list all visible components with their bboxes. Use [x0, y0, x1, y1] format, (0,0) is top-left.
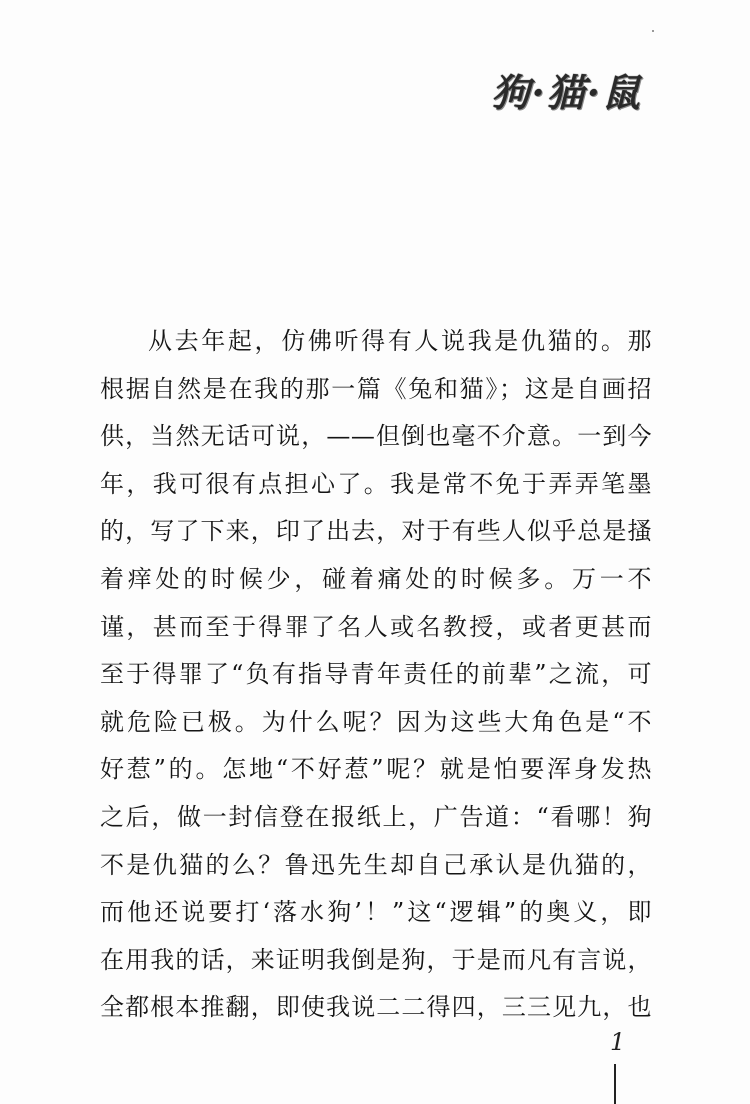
text-line: 之后，做一封信登在报纸上，广告道：“看哪！狗 [100, 802, 652, 831]
text-line: 根据自然是在我的那一篇《兔和猫》；这是自画招 [100, 374, 652, 403]
text-line: 着痒处的时候少，碰着痛处的时候多。万一不 [100, 564, 652, 593]
text-line: 谨，甚而至于得罪了名人或名教授，或者更甚而 [100, 612, 652, 641]
text-line: 在用我的话，来证明我倒是狗，于是而凡有言说， [100, 945, 652, 974]
text-line: 全都根本推翻，即使我说二二得四，三三见九，也 [100, 993, 652, 1022]
margin-rule [614, 1064, 616, 1104]
text-line: 的，写了下来，印了出去，对于有些人似乎总是搔 [100, 517, 652, 546]
text-line: 供，当然无话可说，——但倒也毫不介意。一到今 [100, 422, 652, 451]
text-line: 从去年起，仿佛听得有人说我是仇猫的。那 [148, 327, 652, 355]
page-speck [652, 30, 654, 32]
text-line: 好惹”的。怎地“不好惹”呢？就是怕要浑身发热 [100, 755, 652, 784]
body-text [100, 318, 652, 1032]
text-line: 而他还说要打‘落水狗’！”这“逻辑”的奥义，即 [100, 898, 652, 927]
text-line: 就危险已极。为什么呢？因为这些大角色是“不 [100, 707, 652, 736]
text-line: 不是仇猫的么？鲁迅先生却自己承认是仇猫的， [100, 850, 652, 879]
text-line: 至于得罪了“负有指导青年责任的前辈”之流，可 [100, 660, 652, 689]
text-line: 年，我可很有点担心了。我是常不免于弄弄笔墨 [100, 469, 652, 498]
chapter-title: 狗·猫·鼠 [491, 70, 642, 115]
page-number: 1 [610, 1028, 626, 1056]
